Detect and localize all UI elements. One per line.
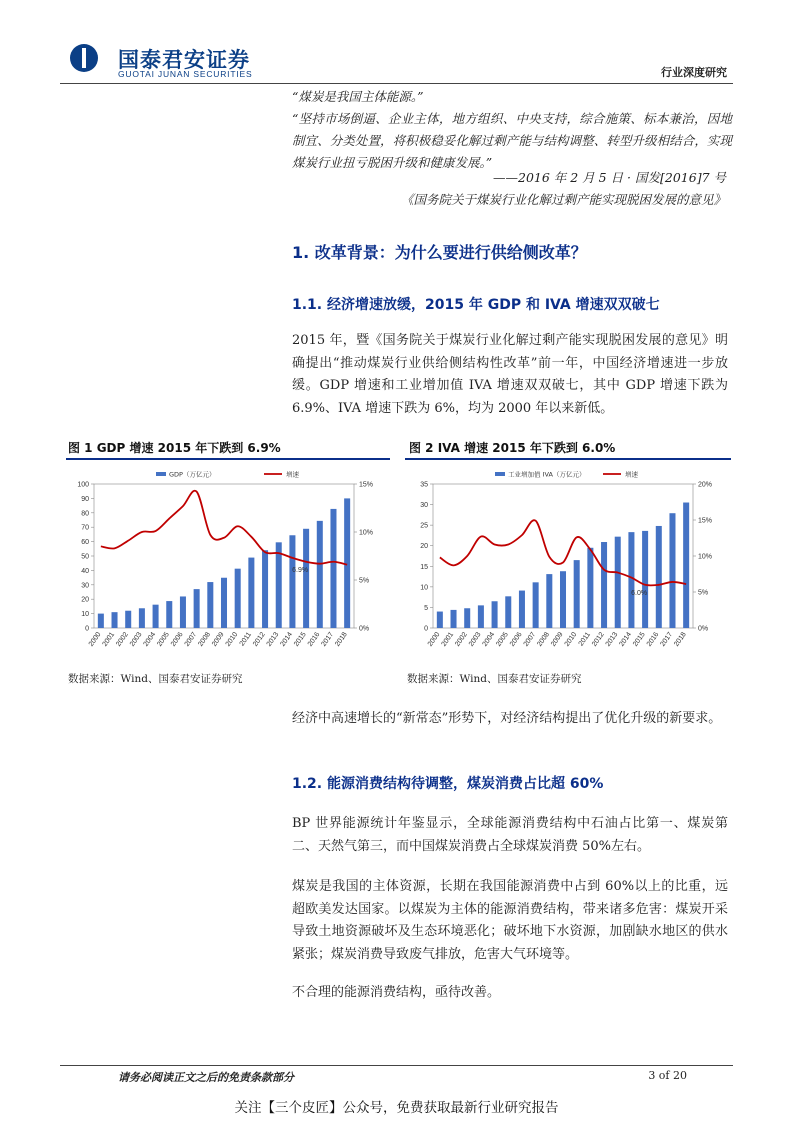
gdp-chart-bar-2013 (276, 542, 282, 628)
iva-chart-bar-2002 (464, 608, 470, 628)
gdp-chart-right-tick-label: 5% (359, 577, 370, 585)
iva-chart-legend-bar-label: 工业增加值 IVA（万亿元） (508, 470, 586, 479)
iva-chart-left-tick-label: 15 (420, 563, 428, 571)
gdp-chart-bar-2005 (166, 601, 172, 628)
paragraph-1-2-c: 不合理的能源消费结构，亟待改善。 (292, 985, 501, 1000)
gdp-chart-x-tick-label: 2005 (156, 631, 171, 648)
paragraph-1-2-b: 煤炭是我国的主体资源，长期在我国能源消费中占到 60%以上的比重，远超欧美发达国家。以煤炭为主体的能源消费结构，带来诸多危害：煤炭开采导致土地资源破坏及生态环境恶化；破坏地下水资源，加剧缺水地区的供水紧张；煤炭消费导致废气排放，危害大气环境等。 (292, 879, 728, 962)
gdp-chart-bar-2007 (194, 589, 200, 628)
gdp-chart-right-tick-label: 15% (359, 481, 374, 489)
gdp-chart-right-tick-label: 10% (359, 529, 374, 537)
iva-chart-bar-2012 (601, 542, 607, 628)
gdp-chart-x-tick-label: 2003 (128, 631, 144, 648)
iva-chart-bar-2004 (492, 601, 498, 628)
gdp-chart-left-tick-label: 30 (81, 582, 89, 590)
iva-chart-legend-line-label: 增速 (625, 470, 638, 479)
gdp-chart-bar-2002 (125, 611, 131, 628)
gdp-chart-left-tick-label: 50 (81, 553, 89, 561)
iva-chart-x-tick-label: 2017 (659, 631, 675, 648)
paragraph-new-normal: 经济中高速增长的“新常态”形势下，对经济结构提出了优化升级的新要求。 (292, 711, 722, 726)
iva-chart-x-tick-label: 2015 (632, 631, 647, 648)
iva-chart-bar-2000 (437, 612, 443, 628)
iva-chart-bar-2017 (669, 513, 675, 628)
iva-chart-left-tick-label: 35 (420, 481, 428, 489)
gdp-chart-x-tick-label: 2008 (197, 631, 212, 648)
gdp-chart-bar-2014 (289, 535, 295, 628)
iva-chart-x-tick-label: 2013 (604, 631, 620, 648)
paragraph-1-2-a: BP 世界能源统计年鉴显示，全球能源消费结构中石油占比第一、煤炭第二、天然气第三，而中国煤炭消费占全球煤炭消费 50%左右。 (292, 816, 728, 854)
gdp-chart-left-tick-label: 70 (81, 524, 89, 532)
iva-chart-bar-2008 (546, 574, 552, 628)
gdp-chart-left-tick-label: 60 (81, 539, 89, 547)
iva-growth-chart (407, 466, 727, 666)
gdp-chart-bar-2006 (180, 596, 186, 628)
gdp-chart-x-tick-label: 2007 (183, 631, 199, 648)
gdp-chart-x-tick-label: 2009 (210, 631, 226, 648)
gdp-chart-bar-2003 (139, 608, 145, 628)
gdp-chart-annotation: 6.9% (292, 566, 309, 574)
iva-chart-x-tick-label: 2002 (454, 631, 469, 648)
iva-chart-left-tick-label: 10 (420, 584, 428, 592)
iva-chart-x-tick-label: 2001 (440, 631, 456, 648)
iva-chart-left-tick-label: 20 (420, 543, 428, 551)
quote-source-document: 《国务院关于煤炭行业化解过剩产能实现脱困发展的意见》 (400, 192, 726, 207)
figure-1-source: 数据来源：Wind、国泰君安证券研究 (68, 673, 243, 685)
gdp-chart-bar-2008 (207, 582, 213, 628)
iva-chart-right-tick-label: 15% (698, 517, 713, 525)
footer-rule (60, 1065, 733, 1066)
iva-chart-x-tick-label: 2009 (549, 631, 565, 648)
page-number: 3 of 20 (648, 1069, 687, 1082)
iva-chart-bar-2009 (560, 571, 566, 628)
gdp-chart-legend-bar-label: GDP（万亿元） (169, 470, 216, 479)
gdp-chart-x-tick-label: 2010 (224, 631, 240, 648)
iva-chart-left-tick-label: 5 (424, 604, 428, 612)
iva-chart-x-tick-label: 2008 (536, 631, 551, 648)
gdp-chart-bar-2012 (262, 550, 268, 628)
gdp-chart-left-tick-label: 10 (81, 611, 89, 619)
company-name-en: GUOTAI JUNAN SECURITIES (118, 69, 253, 79)
iva-chart-x-tick-label: 2006 (508, 631, 524, 648)
figure-2-rule (405, 458, 731, 460)
iva-chart-bar-2001 (451, 610, 457, 628)
iva-chart-right-tick-label: 10% (698, 553, 713, 561)
quote-line-1: “煤炭是我国主体能源。” (292, 89, 424, 104)
gdp-chart-left-tick-label: 0 (85, 625, 89, 633)
gdp-chart-right-tick-label: 0% (359, 625, 370, 633)
paragraph-1-1: 2015 年，暨《国务院关于煤炭行业化解过剩产能实现脱困发展的意见》明确提出“推动煤炭行业供给侧结构性改革”前一年，中国经济增速进一步放缓。GDP 增速和工业增加值 IVA 增速双双破七，其中 GDP 增速下跌为 6.9%、IVA 增速下跌为 6%，均为 2000 年以来新低。 (292, 333, 728, 416)
gdp-chart-x-tick-label: 2016 (306, 631, 322, 648)
iva-chart-x-tick-label: 2012 (591, 631, 606, 648)
iva-chart-x-tick-label: 2018 (673, 631, 688, 648)
iva-chart-x-tick-label: 2004 (481, 631, 497, 648)
gdp-chart-bar-2009 (221, 578, 227, 628)
promo-banner: 关注【三个皮匠】公众号，免费获取最新行业研究报告 (234, 1100, 559, 1116)
gdp-chart-x-tick-label: 2017 (320, 631, 336, 648)
figure-2-source: 数据来源：Wind、国泰君安证券研究 (407, 673, 582, 685)
iva-chart-right-tick-label: 0% (698, 625, 709, 633)
iva-chart-x-tick-label: 2005 (495, 631, 510, 648)
company-name-cn: 国泰君安证券 (118, 48, 250, 72)
gdp-chart-bar-2017 (330, 509, 336, 628)
gdp-chart-x-tick-label: 2014 (279, 631, 295, 648)
gdp-chart-x-tick-label: 2000 (87, 631, 103, 648)
iva-chart-left-tick-label: 0 (424, 625, 428, 633)
section-heading-1-1: 1.1. 经济增速放缓，2015 年 GDP 和 IVA 增速双双破七 (292, 297, 660, 313)
gdp-chart-left-tick-label: 80 (81, 510, 89, 518)
iva-chart-left-tick-label: 30 (420, 502, 428, 510)
iva-chart-left-tick-label: 25 (420, 522, 428, 530)
gdp-chart-x-tick-label: 2015 (293, 631, 308, 648)
section-heading-1: 1. 改革背景：为什么要进行供给侧改革？ (292, 243, 587, 262)
gdp-chart-bar-2011 (248, 558, 254, 628)
iva-chart-right-tick-label: 5% (698, 589, 709, 597)
quote-body: “坚持市场倒逼、企业主体，地方组织、中央支持，综合施策、标本兼治，因地制宜、分类处置，将积极稳妥化解过剩产能与结构调整、转型升级相结合，实现煤炭行业扭亏脱困升级和健康发展。” (292, 111, 732, 170)
gdp-chart-left-tick-label: 20 (81, 596, 89, 604)
iva-chart-legend-bar-swatch (495, 472, 505, 476)
gdp-chart-bar-2010 (235, 569, 241, 628)
iva-chart-x-tick-label: 2011 (577, 631, 593, 648)
iva-chart-bar-2018 (683, 503, 689, 628)
gdp-chart-x-tick-label: 2013 (265, 631, 281, 648)
gdp-chart-left-tick-label: 100 (77, 481, 89, 489)
iva-chart-right-tick-label: 20% (698, 481, 713, 489)
gdp-chart-legend-bar-swatch (156, 472, 166, 476)
gdp-chart-bar-2016 (317, 521, 323, 628)
gdp-chart-x-tick-label: 2018 (334, 631, 349, 648)
footer-disclaimer: 请务必阅读正文之后的免责条款部分 (118, 1071, 294, 1084)
iva-chart-x-tick-label: 2014 (618, 631, 634, 648)
quote-source-date: ——2016 年 2 月 5 日 · 国发[2016]7 号 (493, 170, 726, 185)
gdp-chart-left-tick-label: 90 (81, 495, 89, 503)
iva-chart-bar-2007 (533, 582, 539, 628)
section-heading-1-2: 1.2. 能源消费结构待调整，煤炭消费占比超 60% (292, 776, 604, 792)
report-section-label: 行业深度研究 (661, 66, 727, 79)
iva-chart-bar-2015 (642, 531, 648, 628)
page-header (60, 38, 733, 84)
iva-chart-x-tick-label: 2003 (467, 631, 483, 648)
iva-chart-annotation: 6.0% (631, 589, 648, 597)
iva-chart-x-tick-label: 2007 (522, 631, 538, 648)
iva-chart-bar-2011 (587, 548, 593, 628)
gdp-chart-left-tick-label: 40 (81, 567, 89, 575)
iva-chart-x-tick-label: 2000 (426, 631, 442, 648)
company-logo-icon (68, 42, 108, 74)
gdp-growth-chart (68, 466, 388, 666)
iva-chart-x-tick-label: 2010 (563, 631, 579, 648)
iva-chart-bar-2005 (505, 596, 511, 628)
iva-chart-bar-2006 (519, 591, 525, 628)
figure-1-title: 图 1 GDP 增速 2015 年下跌到 6.9% (68, 441, 281, 455)
gdp-chart-x-tick-label: 2001 (101, 631, 117, 648)
gdp-chart-bar-2015 (303, 529, 309, 628)
gdp-chart-legend-line-label: 增速 (286, 470, 299, 479)
gdp-chart-bar-2001 (112, 612, 118, 628)
gdp-chart-x-tick-label: 2011 (238, 631, 254, 648)
iva-chart-bar-2013 (615, 537, 621, 628)
iva-chart-bar-2003 (478, 605, 484, 628)
gdp-chart-bar-2000 (98, 614, 104, 628)
gdp-chart-x-tick-label: 2012 (252, 631, 267, 648)
gdp-chart-x-tick-label: 2004 (142, 631, 158, 648)
figure-1-rule (66, 458, 390, 460)
gdp-chart-bar-2004 (153, 605, 159, 628)
iva-chart-bar-2010 (574, 560, 580, 628)
gdp-chart-x-tick-label: 2002 (115, 631, 130, 648)
iva-chart-x-tick-label: 2016 (645, 631, 661, 648)
gdp-chart-growth-line (101, 491, 347, 565)
figure-2-title: 图 2 IVA 增速 2015 年下跌到 6.0% (409, 441, 616, 455)
gdp-chart-x-tick-label: 2006 (169, 631, 185, 648)
iva-chart-bar-2016 (656, 526, 662, 628)
iva-chart-bar-2014 (628, 532, 634, 628)
